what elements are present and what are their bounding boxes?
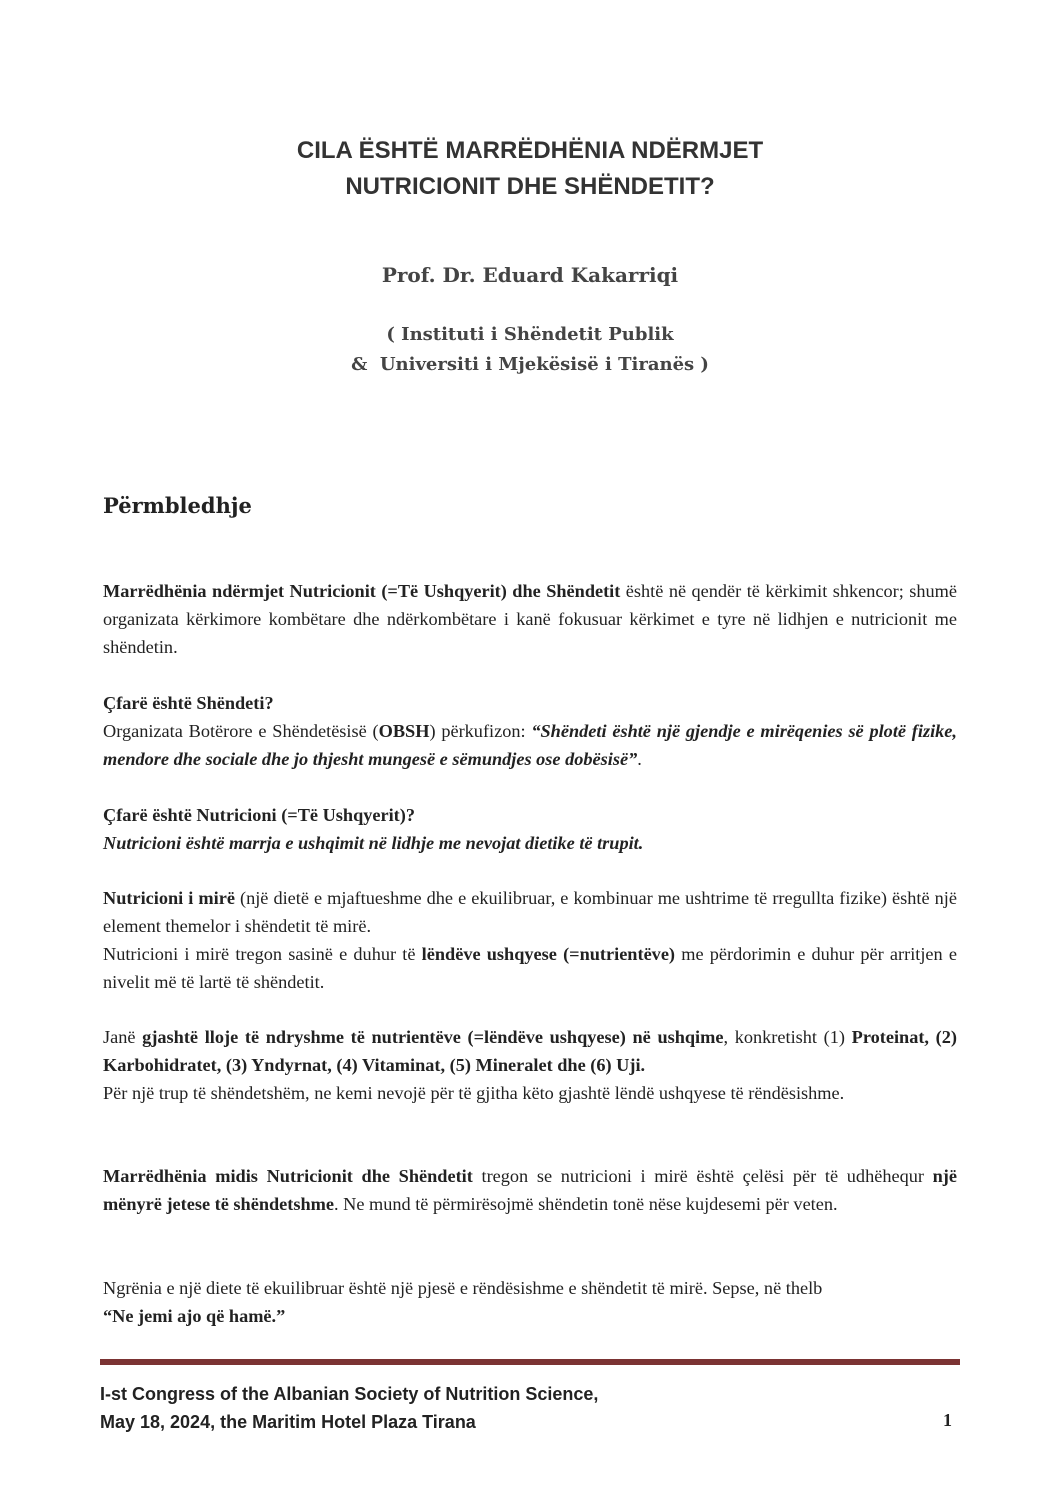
good-nutrition-text: (një dietë e mjaftueshme dhe e ekuilibruar, e kombinuar me ushtrime të rregullta fizike) është një element themelor i shëndetit të mirë. <box>103 888 957 936</box>
intro-text: është në qendër të kërkimit shkencor; shumë organizata kërkimore kombëtare dhe ndërkombëtare i kanë fokusuar kërkimet e tyre në lidhjen e nutricionit me shëndetin. <box>103 581 957 657</box>
healthy-lifestyle-bold: një mënyrë jetese të shëndetshme <box>103 1166 957 1214</box>
title-line-2: NUTRICIONIT DHE SHËNDETIT? <box>345 173 715 200</box>
intro-bold: Marrëdhënia ndërmjet Nutricionit (=Të Ushqyerit) dhe Shëndetit <box>103 581 621 601</box>
health-quote: “Shëndeti është një gjendje e mirëqenies së plotë fizike, mendore dhe sociale dhe jo thjesht mungesë e sëmundjes ose dobësisë” <box>103 721 957 769</box>
affiliation-line-1: ( Instituti i Shëndetit Publik <box>386 324 674 345</box>
nutrient-types-c: , konkretisht (1) <box>723 1027 852 1047</box>
paragraph-balanced-diet <box>103 1274 957 1330</box>
author-affiliation <box>100 320 960 380</box>
good-nutrition-line2-c: me përdorimin e duhur për arritjen e nivelit më të lartë të shëndetit. <box>103 944 957 992</box>
nutrient-list: Proteinat, (2) Karbohidratet, (3) Yndyrnat, (4) Vitaminat, (5) Mineralet dhe (6) Uji. <box>103 1027 957 1075</box>
good-nutrition-line2-a: Nutricioni i mirë tregon sasinë e duhur të <box>103 944 422 964</box>
balanced-diet-quote: “Ne jemi ajo që hamë.” <box>103 1306 286 1326</box>
paragraph-intro <box>103 577 957 661</box>
balanced-diet-text: Ngrënia e një diete të ekuilibruar është një pjesë e rëndësishme e shëndetit të mirë. Sepse, në thelb <box>103 1278 823 1298</box>
section-heading: Përmbledhje <box>103 493 252 518</box>
paragraph-nutrient-types <box>103 1023 957 1107</box>
nutrient-types-e: Për një trup të shëndetshëm, ne kemi nevojë për të gjitha këto gjashtë lëndë ushqyese të rëndësishme. <box>103 1083 845 1103</box>
health-quote-end: . <box>637 749 642 769</box>
paper-title <box>100 133 960 205</box>
nutrients-bold: lëndëve ushqyese <box>421 944 557 964</box>
paragraph-health-definition <box>103 689 957 773</box>
nutrient-types-bold: gjashtë lloje të ndryshme të nutrientëve (=lëndëve ushqyese) në ushqime <box>142 1027 724 1047</box>
who-text-b: ) përkufizon: <box>429 721 532 741</box>
nutrients-bold-2: (=nutrientëve) <box>556 944 676 964</box>
nutrition-question: Çfarë është Nutricioni (=Të Ushqyerit)? <box>103 805 415 825</box>
page-number: 1 <box>943 1410 952 1430</box>
relationship-bold: Marrëdhënia midis Nutricionit dhe Shëndetit <box>103 1166 473 1186</box>
footer-line-1: I-st Congress of the Albanian Society of Nutrition Science, <box>100 1384 599 1404</box>
paragraph-good-nutrition <box>103 884 957 996</box>
health-question: Çfarë është Shëndeti? <box>103 693 274 713</box>
author-name: Prof. Dr. Eduard Kakarriqi <box>381 263 679 287</box>
good-nutrition-bold: Nutricioni i mirë <box>103 888 235 908</box>
relationship-text: tregon se nutricioni i mirë është çelësi për të udhëhequr <box>472 1166 933 1186</box>
nutrition-definition: Nutricioni është marrja e ushqimit në lidhje me nevojat dietike të trupit. <box>103 833 644 853</box>
who-abbr: OBSH <box>378 721 430 741</box>
paragraph-relationship <box>103 1162 957 1218</box>
footer <box>100 1380 960 1436</box>
affiliation-line-2: & Universiti i Mjekësisë i Tiranës ) <box>351 354 709 375</box>
relationship-rest: . Ne mund të përmirësojmë shëndetin tonë nëse kujdesemi për veten. <box>333 1194 838 1214</box>
nutrient-types-a: Janë <box>103 1027 143 1047</box>
who-text-a: Organizata Botërore e Shëndetësisë ( <box>103 721 379 741</box>
paragraph-nutrition-definition <box>103 801 957 857</box>
title-line-1: CILA ËSHTË MARRËDHËNIA NDËRMJET <box>296 137 764 164</box>
footer-line-2: May 18, 2024, the Maritim Hotel Plaza Tirana <box>100 1412 476 1432</box>
footer-rule <box>100 1359 960 1365</box>
